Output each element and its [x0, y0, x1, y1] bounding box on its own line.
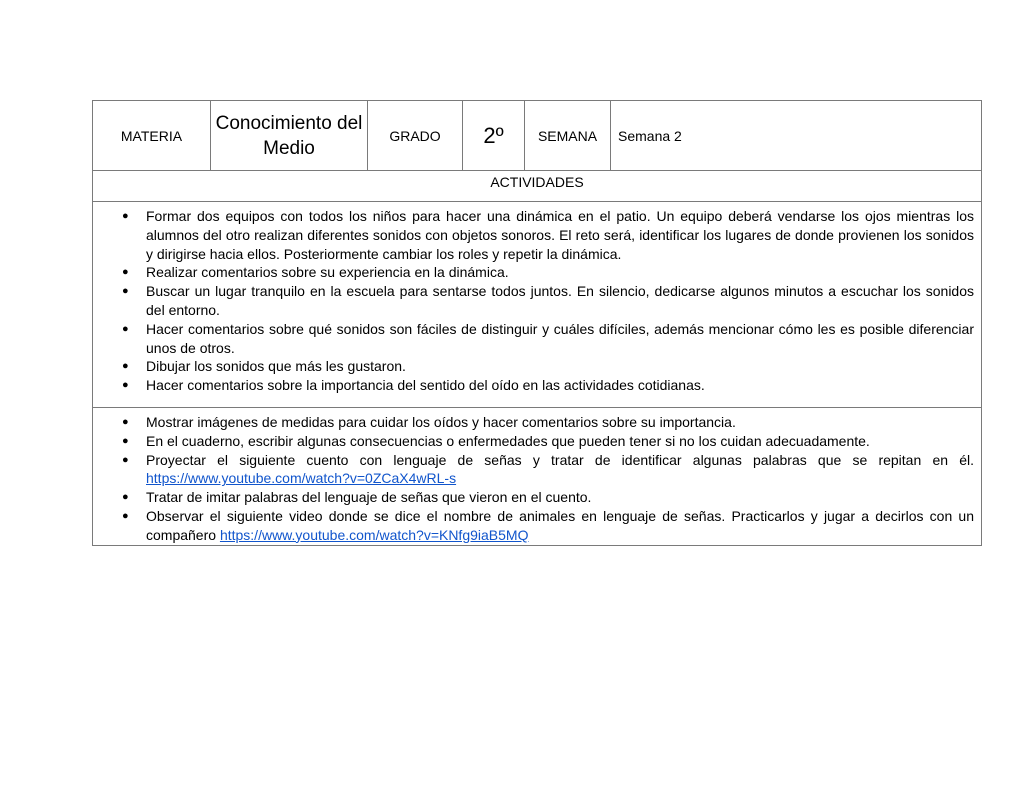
cuento-video-link[interactable]: https://www.youtube.com/watch?v=0ZCaX4wRL-s [146, 470, 457, 487]
subject-value: Conocimiento del Medio [211, 101, 368, 171]
activities-title: ACTIVIDADES [490, 174, 584, 190]
semana-label: SEMANA [525, 101, 611, 171]
header-row [93, 101, 982, 171]
bullet-icon: ● [122, 322, 129, 335]
grado-value: 2º [463, 101, 525, 171]
activities-block-1 [93, 202, 982, 408]
bullet-icon: ● [122, 360, 129, 373]
lesson-plan-table [92, 100, 982, 546]
bullet-icon: ● [122, 509, 129, 522]
bullet-icon: ● [122, 210, 129, 222]
bullet-icon: ● [122, 491, 129, 504]
list-item: ● Buscar un lugar tranquilo en la escuela para sentarse todos juntos. En silencio, dedicarse algunos minutos a escuchar los sonidos del entorno. [122, 283, 974, 318]
animales-video-link[interactable]: https://www.youtube.com/watch?v=KNfg9iaB5MQ [219, 526, 529, 543]
bullet-icon: ● [122, 285, 129, 298]
list-item: ● Hacer comentarios sobre qué sonidos son fáciles de distinguir y cuáles difíciles, además mencionar cómo les es posible diferenciar unos de otros. [122, 320, 974, 356]
bullet-icon: ● [122, 416, 129, 428]
activity-list-2 [93, 413, 974, 545]
semana-value: Semana 2 [611, 101, 982, 171]
bullet-icon: ● [122, 266, 129, 279]
list-item: ● Formar dos equipos con todos los niños para hacer una dinámica en el patio. Un equipo deberá vendarse los ojos mientras los alumnos del otro realizan diferentes sonidos con objetos sonoros. El reto será, identificar los lugares de donde provienen los sonidos y dirigirse hacia ellos. Posteriormente cambiar los roles y repetir la dinámica. [122, 208, 974, 262]
activities-block-2-row [93, 408, 982, 546]
activities-title-cell [93, 171, 982, 202]
activities-block-2 [93, 408, 982, 546]
list-item: ● Observar el siguiente video donde se dice el nombre de animales en lenguaje de señas. Practicarlos y jugar a decirlos con un compañero https://www.youtube.com/watch?v=KNfg9iaB5MQ [122, 507, 974, 543]
list-item: ● Proyectar el siguiente cuento con lenguaje de señas y tratar de identificar algunas palabras que se repitan en él. https://www.youtube.com/watch?v=0ZCaX4wRL-s [122, 451, 974, 487]
bullet-icon: ● [122, 434, 129, 447]
bullet-icon: ● [122, 453, 129, 466]
activities-title-row [93, 171, 982, 202]
materia-label: MATERIA [93, 101, 211, 171]
list-item: ● Mostrar imágenes de medidas para cuidar los oídos y hacer comentarios sobre su importancia. [122, 414, 736, 430]
list-item: ● Realizar comentarios sobre su experiencia en la dinámica. [122, 264, 509, 281]
list-item: ● Tratar de imitar palabras del lenguaje de señas que vieron en el cuento. [122, 489, 592, 506]
grado-label: GRADO [368, 101, 463, 171]
activity-list-1 [93, 207, 974, 395]
list-item: ● Dibujar los sonidos que más les gustaron. [122, 358, 406, 375]
bullet-icon: ● [122, 379, 129, 392]
list-item: ● Hacer comentarios sobre la importancia del sentido del oído en las actividades cotidianas. [122, 377, 705, 394]
activities-block-1-row [93, 202, 982, 408]
list-item: ● En el cuaderno, escribir algunas consecuencias o enfermedades que pueden tener si no los cuidan adecuadamente. [122, 432, 870, 449]
